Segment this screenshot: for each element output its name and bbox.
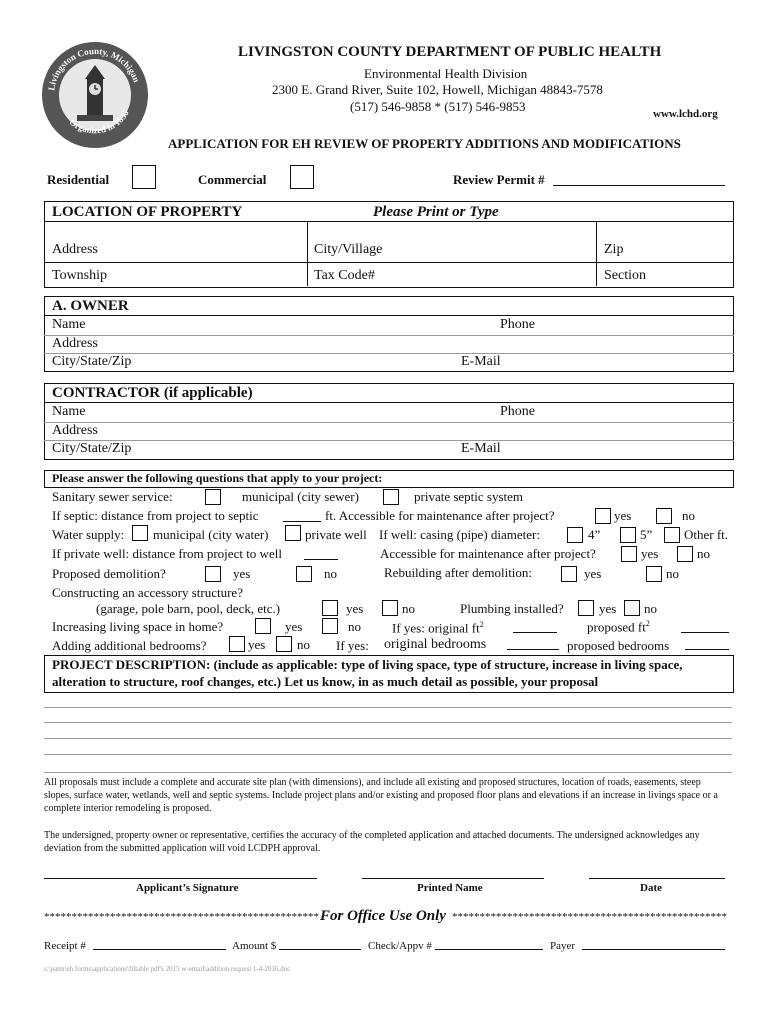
- questions-title: Please answer the following questions that apply to your project:: [52, 471, 383, 485]
- owner-title: A. OWNER: [52, 298, 129, 314]
- demolition-no-checkbox[interactable]: [296, 566, 312, 582]
- accessory-label: Constructing an accessory structure?: [52, 585, 243, 600]
- septic-distance-field[interactable]: [283, 521, 321, 522]
- payer-label: Payer: [550, 940, 576, 952]
- rebuilding-label: Rebuilding after demolition:: [384, 565, 533, 580]
- zip-field[interactable]: Zip: [604, 242, 624, 257]
- rebuilding-no-checkbox[interactable]: [646, 566, 662, 582]
- rebuilding-no-label: no: [666, 566, 679, 581]
- private-well-checkbox[interactable]: [285, 525, 301, 541]
- receipt-field[interactable]: [93, 949, 226, 950]
- private-well-label: private well: [305, 527, 367, 542]
- residential-label: Residential: [47, 172, 110, 187]
- applicant-signature-label: Applicant’s Signature: [136, 882, 239, 894]
- payer-field[interactable]: [582, 949, 725, 950]
- casing-diameter-label: If well: casing (pipe) diameter:: [379, 527, 540, 542]
- septic-access-no-checkbox[interactable]: [656, 508, 672, 524]
- contractor-name-field[interactable]: Name: [52, 404, 86, 419]
- description-line[interactable]: [44, 754, 732, 755]
- review-permit-label: Review Permit #: [453, 172, 545, 187]
- project-description-label: PROJECT DESCRIPTION: (include as applicable: type of living space, type of structure, increase in living space, alteration to structure, roof changes, etc.) Let us know, in as much detail as possible, your proposal: [52, 657, 683, 689]
- print-note: Please Print or Type: [373, 204, 499, 220]
- rebuilding-yes-label: yes: [584, 566, 602, 581]
- contractor-email-field[interactable]: E-Mail: [461, 441, 501, 456]
- division: Environmental Health Division: [364, 66, 528, 81]
- printed-name-label: Printed Name: [417, 882, 483, 894]
- plumbing-no-checkbox[interactable]: [624, 600, 640, 616]
- water-supply-label: Water supply:: [52, 527, 125, 542]
- demolition-no-label: no: [324, 566, 337, 581]
- demolition-label: Proposed demolition?: [52, 566, 166, 581]
- accessory-yes-checkbox[interactable]: [322, 600, 338, 616]
- well-distance-field[interactable]: [304, 559, 338, 560]
- contractor-city-field[interactable]: City/State/Zip: [52, 441, 132, 456]
- date-label: Date: [640, 882, 662, 894]
- form-title: APPLICATION FOR EH REVIEW OF PROPERTY ADDITIONS AND MODIFICATIONS: [168, 136, 681, 151]
- owner-email-field[interactable]: E-Mail: [461, 354, 501, 369]
- county-seal: [42, 42, 148, 148]
- commercial-label: Commercial: [198, 172, 267, 187]
- owner-section: [44, 296, 734, 372]
- office-stars-right: **************************************************: [452, 911, 727, 923]
- well-access-yes-checkbox[interactable]: [621, 546, 637, 562]
- casing-other-checkbox[interactable]: [664, 527, 680, 543]
- owner-phone-field[interactable]: Phone: [500, 317, 535, 332]
- description-line[interactable]: [44, 722, 732, 723]
- municipal-water-checkbox[interactable]: [132, 525, 148, 541]
- plumbing-label: Plumbing installed?: [460, 601, 564, 616]
- section-field[interactable]: Section: [604, 268, 646, 283]
- contractor-phone-field[interactable]: Phone: [500, 404, 535, 419]
- applicant-signature-field[interactable]: [44, 878, 317, 879]
- amount-field[interactable]: [279, 949, 361, 950]
- proposed-ft-field[interactable]: [681, 632, 729, 633]
- rebuilding-yes-checkbox[interactable]: [561, 566, 577, 582]
- septic-access-no-label: no: [682, 508, 695, 523]
- residential-checkbox[interactable]: [132, 165, 156, 189]
- accessory-no-label: no: [402, 601, 415, 616]
- description-line[interactable]: [44, 707, 732, 708]
- municipal-water-label: municipal (city water): [153, 527, 269, 542]
- printed-name-field[interactable]: [362, 878, 544, 879]
- original-ft-label: If yes: original $ft^2$: [392, 620, 484, 636]
- private-septic-label: private septic system: [414, 489, 524, 504]
- website: www.lchd.org: [653, 108, 718, 120]
- certification-note: The undersigned, property owner or representative, certifies the accuracy of the completed application and attached documents. The undersigned acknowledges any deviation from the submitted application will void LCDPH approval.: [44, 830, 700, 854]
- original-bedrooms-label: original bedrooms: [384, 637, 487, 652]
- proposed-bedrooms-label: proposed bedrooms: [567, 638, 670, 653]
- tax-code-field[interactable]: Tax Code#: [314, 268, 375, 283]
- septic-accessible-label: ft. Accessible for maintenance after project?: [325, 508, 555, 523]
- living-space-label: Increasing living space in home?: [52, 619, 224, 634]
- municipal-sewer-label: municipal (city sewer): [242, 489, 359, 504]
- description-line[interactable]: [44, 772, 732, 773]
- footer-path: s:\patm\eh forms\applications\fillable pdf's 2015 w-email\addition request 1-4-2016.doc: [44, 965, 291, 973]
- location-title: LOCATION OF PROPERTY: [52, 204, 243, 220]
- address-field[interactable]: Address: [52, 242, 98, 257]
- check-label: Check/Appv #: [368, 940, 432, 952]
- living-space-no-checkbox[interactable]: [322, 618, 338, 634]
- office-use-label: For Office Use Only: [320, 908, 446, 924]
- check-field[interactable]: [435, 949, 543, 950]
- bedrooms-label: Adding additional bedrooms?: [52, 638, 207, 653]
- accessory-no-checkbox[interactable]: [382, 600, 398, 616]
- municipal-sewer-checkbox[interactable]: [205, 489, 221, 505]
- living-space-no-label: no: [348, 619, 361, 634]
- contractor-title: CONTRACTOR (if applicable): [52, 385, 253, 401]
- well-access-no-checkbox[interactable]: [677, 546, 693, 562]
- commercial-checkbox[interactable]: [290, 165, 314, 189]
- bedrooms-no-label: no: [297, 637, 310, 652]
- review-permit-field[interactable]: [553, 185, 725, 186]
- living-space-yes-checkbox[interactable]: [255, 618, 271, 634]
- casing-other-label: Other ft.: [684, 527, 729, 542]
- plumbing-no-label: no: [644, 601, 657, 616]
- septic-access-yes-checkbox[interactable]: [595, 508, 611, 524]
- description-line[interactable]: [44, 738, 732, 739]
- proposed-ft-label: proposed $ft^2$: [587, 619, 650, 635]
- contractor-address-field[interactable]: Address: [52, 423, 98, 438]
- plumbing-yes-checkbox[interactable]: [578, 600, 594, 616]
- proposed-bedrooms-field[interactable]: [685, 649, 729, 650]
- org-address: 2300 E. Grand River, Suite 102, Howell, Michigan 48843-7578: [272, 82, 603, 97]
- bedrooms-if-yes-label: If yes:: [336, 638, 369, 653]
- township-field[interactable]: Township: [52, 268, 108, 283]
- casing-4-checkbox[interactable]: [567, 527, 583, 543]
- office-stars-left: **************************************************: [44, 911, 319, 923]
- date-field[interactable]: [589, 878, 725, 879]
- septic-access-yes-label: yes: [614, 508, 632, 523]
- living-space-yes-label: yes: [285, 619, 303, 634]
- well-accessible-label: Accessible for maintenance after project?: [380, 546, 596, 561]
- well-access-no-label: no: [697, 546, 710, 561]
- receipt-label: Receipt #: [44, 940, 86, 952]
- org-phones: (517) 546-9858 * (517) 546-9853: [350, 99, 526, 114]
- owner-city-field[interactable]: City/State/Zip: [52, 354, 132, 369]
- private-septic-checkbox[interactable]: [383, 489, 399, 505]
- owner-address-field[interactable]: Address: [52, 336, 98, 351]
- well-access-yes-label: yes: [641, 546, 659, 561]
- demolition-yes-label: yes: [233, 566, 251, 581]
- casing-5-checkbox[interactable]: [620, 527, 636, 543]
- sanitary-label: Sanitary sewer service:: [52, 489, 173, 504]
- bedrooms-yes-label: yes: [248, 637, 266, 652]
- casing-4-label: 4”: [588, 527, 601, 542]
- accessory-yes-label: yes: [346, 601, 364, 616]
- city-field[interactable]: City/Village: [314, 242, 383, 257]
- site-plan-note: All proposals must include a complete and accurate site plan (with dimensions), and include all existing and proposed structures, location of roads, easements, steep slopes, surface water, wetlands, well and septic systems. Include project plans and/or existing and proposed floor plans and elevations if an increase in livings space or a complete interior remodeling is proposed.: [44, 777, 718, 814]
- if-private-well-label: If private well: distance from project to well: [52, 546, 282, 561]
- demolition-yes-checkbox[interactable]: [205, 566, 221, 582]
- seal-text-top: Livingston County, Michigan: [46, 45, 142, 92]
- original-ft-field[interactable]: [513, 632, 557, 633]
- bedrooms-yes-checkbox[interactable]: [229, 636, 245, 652]
- if-septic-label: If septic: distance from project to septic: [52, 508, 259, 523]
- original-bedrooms-field[interactable]: [507, 649, 559, 650]
- seal-text-bottom: Organized in 1836: [67, 108, 131, 136]
- accessory-examples: (garage, pole barn, pool, deck, etc.): [96, 601, 281, 616]
- amount-label: Amount $: [232, 940, 277, 952]
- org-name: LIVINGSTON COUNTY DEPARTMENT OF PUBLIC HEALTH: [238, 44, 662, 60]
- casing-5-label: 5”: [640, 527, 653, 542]
- owner-name-field[interactable]: Name: [52, 317, 86, 332]
- plumbing-yes-label: yes: [599, 601, 617, 616]
- bedrooms-no-checkbox[interactable]: [276, 636, 292, 652]
